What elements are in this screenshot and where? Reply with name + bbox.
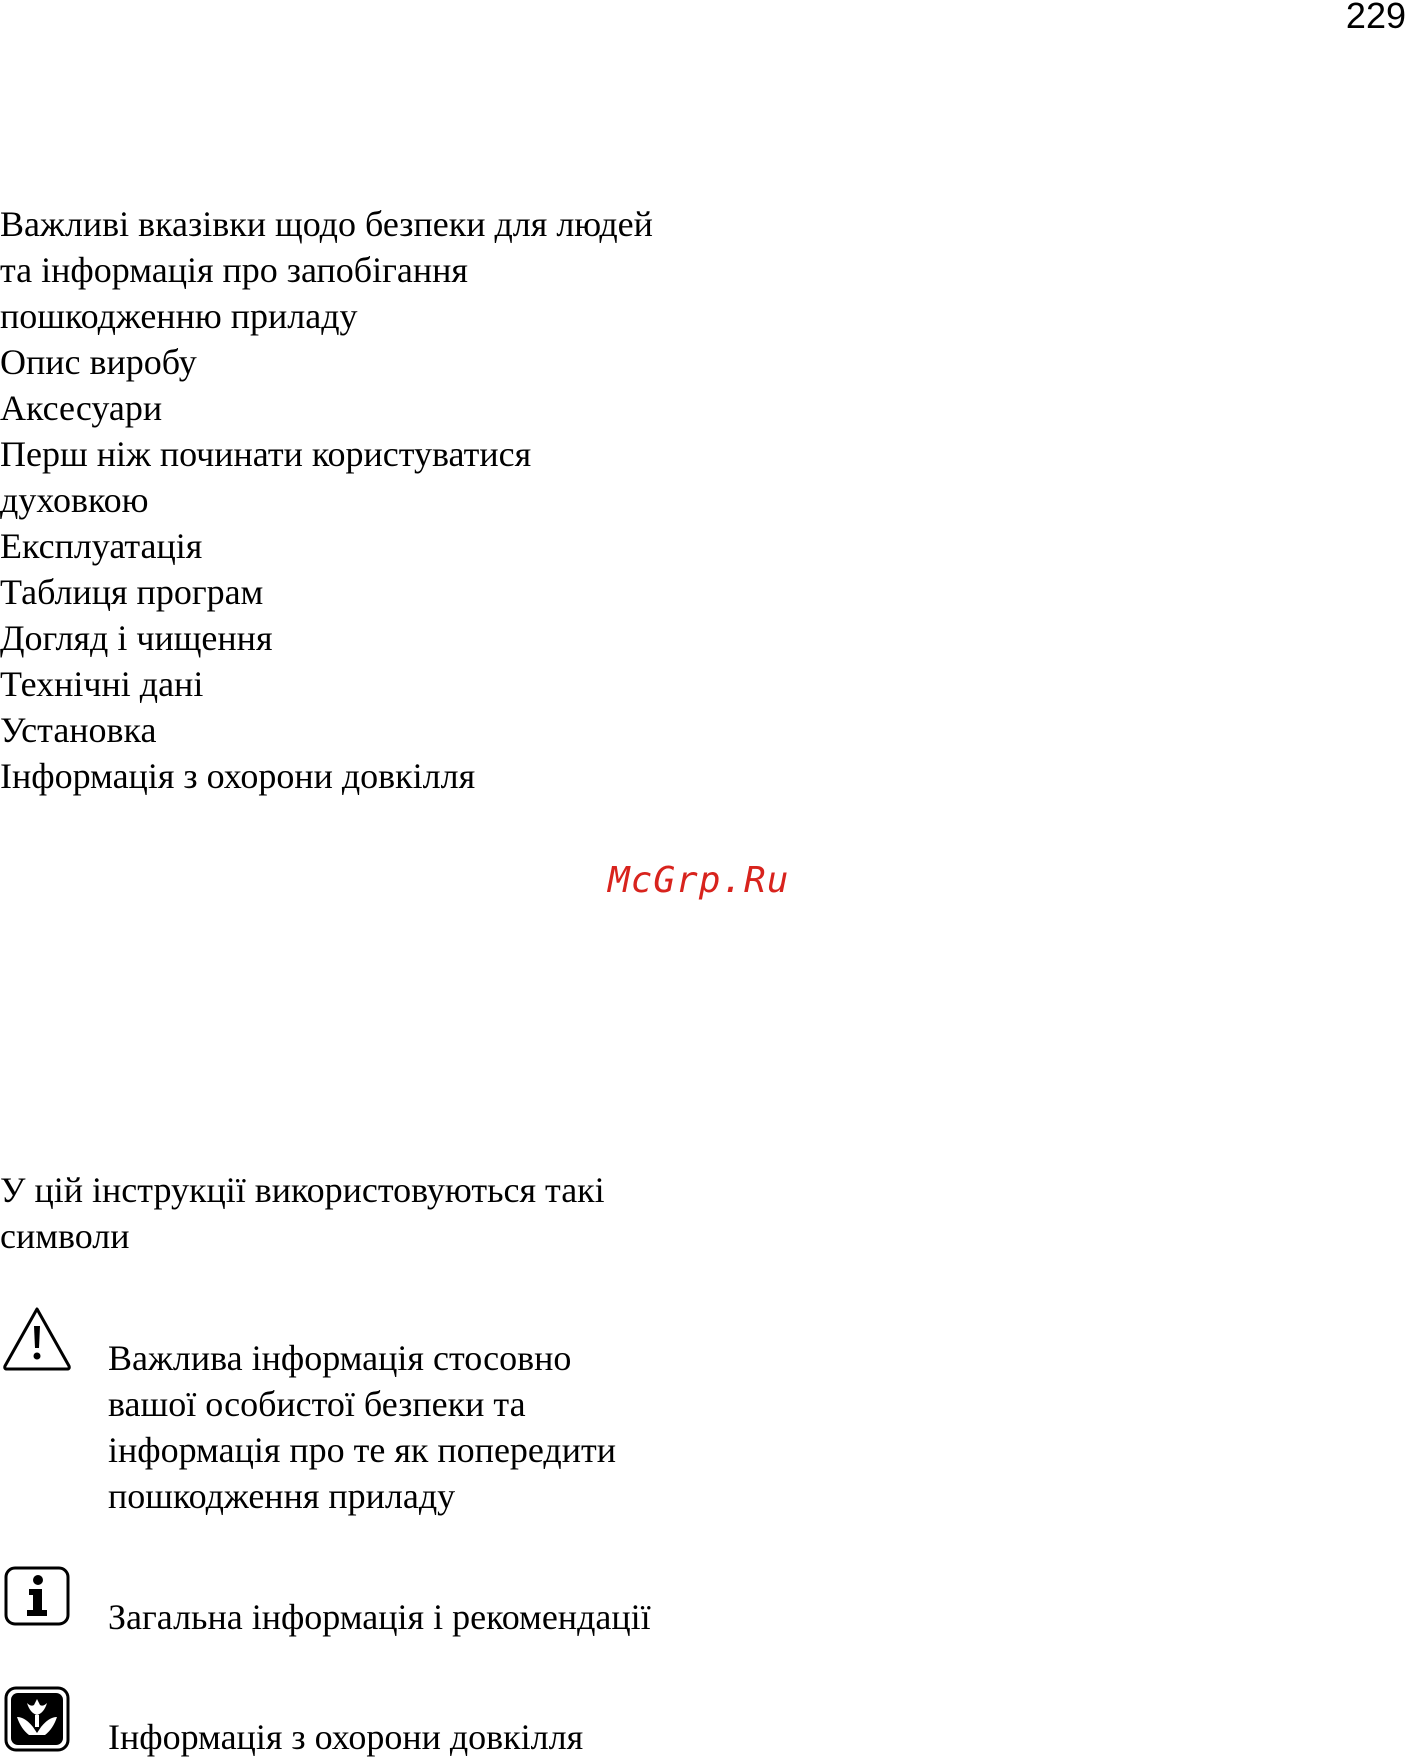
legend-text-environment: Інформація з охорони довкілля — [108, 1717, 584, 1757]
toc-item[interactable]: Перш ніж починати користуватися духовкою — [0, 434, 532, 520]
toc-item[interactable]: Технічні дані — [0, 664, 204, 704]
environment-flower-icon — [3, 1685, 71, 1753]
legend-text-info: Загальна інформація і рекомендації — [108, 1597, 651, 1637]
table-of-contents — [0, 201, 700, 799]
toc-item[interactable]: Важливі вказівки щодо безпеки для людей та інформація про запобігання пошкодженню приладу — [0, 204, 653, 336]
toc-item[interactable]: Аксесуари — [0, 388, 163, 428]
toc-item[interactable]: Догляд і чищення — [0, 618, 273, 658]
toc-item[interactable]: Експлуатація — [0, 526, 203, 566]
legend-text-warning: Важлива інформація стосовно вашої особистої безпеки та інформація про те як попередити пошкодження приладу — [108, 1338, 617, 1516]
info-icon — [3, 1565, 71, 1633]
toc-item[interactable]: Таблиця програм — [0, 572, 264, 612]
toc-item[interactable]: Інформація з охорони довкілля — [0, 756, 476, 796]
toc-item[interactable]: Опис виробу — [0, 342, 197, 382]
toc-item[interactable]: Установка — [0, 710, 157, 750]
watermark: McGrp.Ru — [608, 860, 790, 901]
warning-triangle-icon — [3, 1306, 71, 1374]
symbols-heading: У цій інструкції використовуються такі символи — [0, 1170, 605, 1256]
page-number: 229 — [1345, 0, 1406, 36]
